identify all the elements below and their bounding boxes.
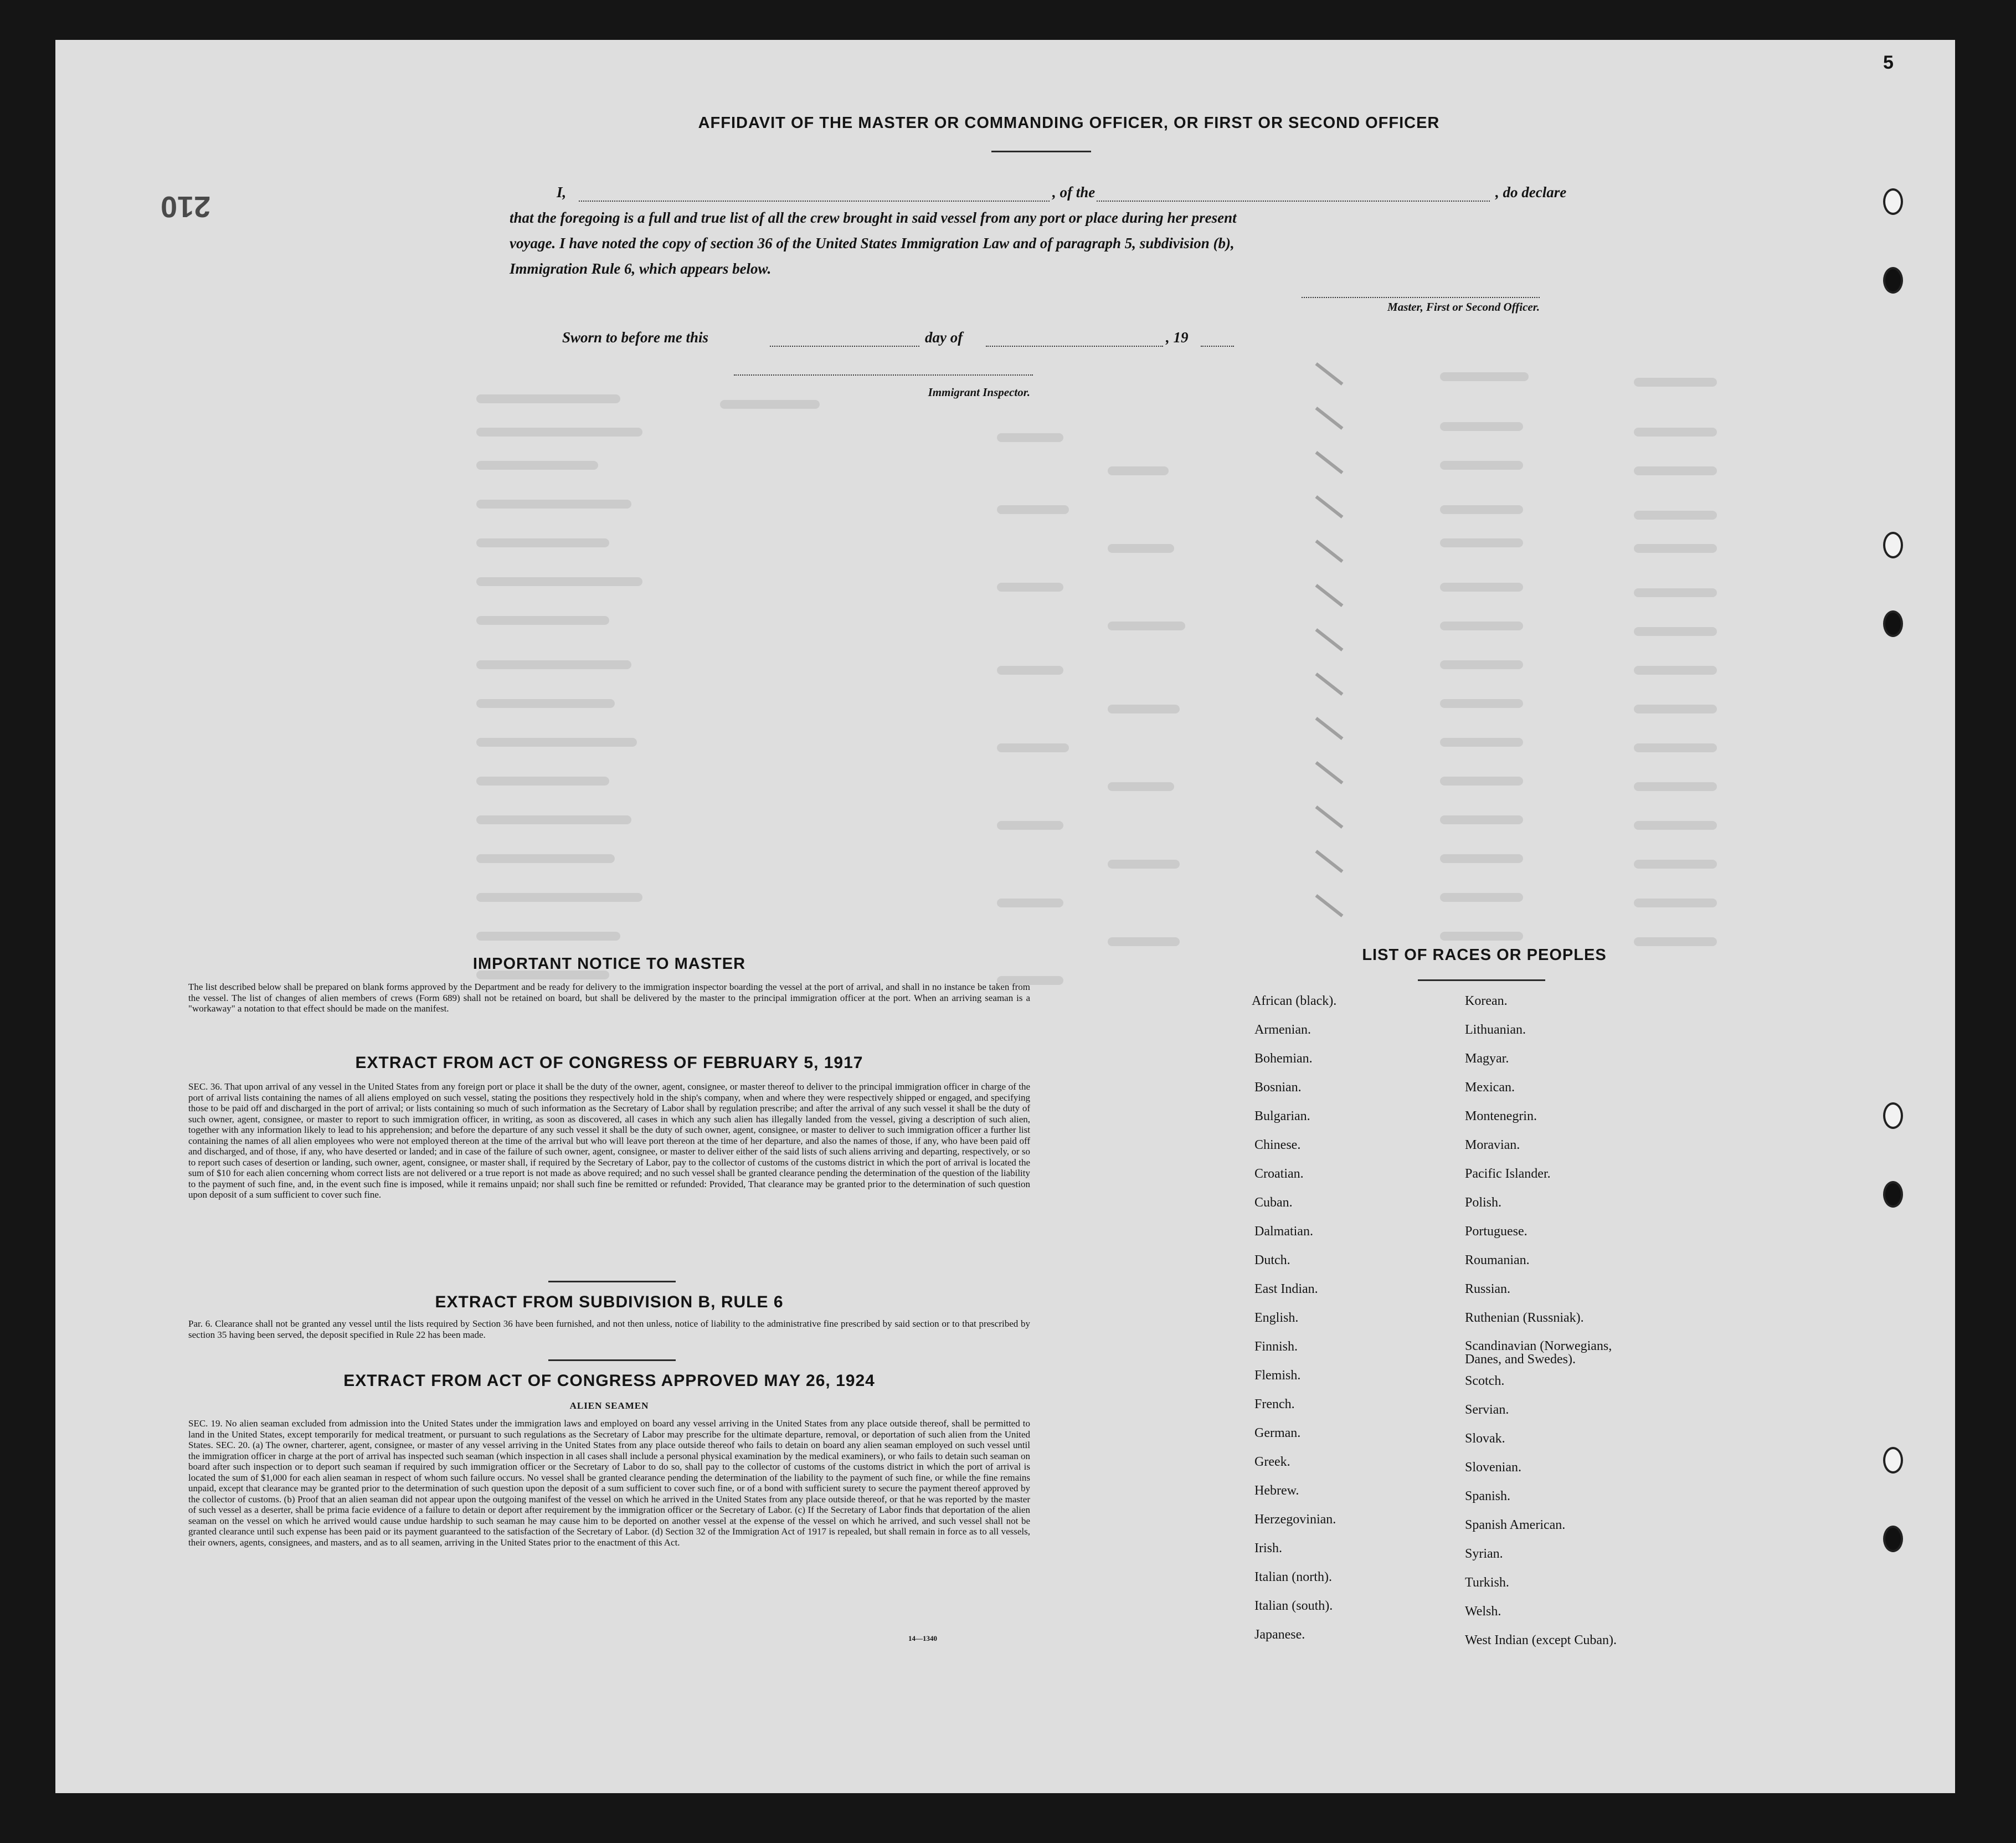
race-item: Ruthenian (Russniak). (1465, 1311, 1584, 1325)
sworn-month-field[interactable] (986, 342, 1163, 347)
race-item: Armenian. (1254, 1023, 1311, 1037)
sworn-year-field[interactable] (1201, 342, 1234, 347)
race-item: German. (1254, 1426, 1301, 1440)
race-item: Bohemian. (1254, 1051, 1313, 1066)
extract-1924-body: SEC. 19. No alien seaman excluded from admission into the United States under the immigration laws and employed on board any vessel arriving in the United States from any place outside thereof, shall be permitted to land in the United States, except temporarily for medical treatment, or pursuant to such regulations as the Secretary of Labor may prescribe for the ultimate departure, removal, or deportation of such alien from the United States. SEC. 20. (a) The owner, charterer, agent, consignee, or master of any vessel arriving in the United States from any place outside thereof who fails to detain on board any alien seaman employed on such vessel until the immigration officer in charge at the port of arrival has inspected such seaman (which inspection in all cases shall include a personal physical examination by the medical examiners), or who fails to detain such seaman on board after such inspection or to deport such seaman if required by such immigration officer or the Secretary of Labor to do so, shall pay to the collector of customs of the customs district in which the port of arrival is located the sum of $1,000 for each alien seaman in respect of whom such failure occurs. No vessel shall be granted clearance pending the determination of the liability to the payment of such fine, or while the fine remains unpaid, except that clearance may be granted prior to the determination of such question upon the deposit of a sum sufficient to cover such fine, or of a bond with sufficient surety to secure the payment thereof approved by the collector of customs. (b) Proof that an alien seaman did not appear upon the outgoing manifest of the vessel on which he arrived in the United States from any place outside thereof, or that he was reported by the master of such vessel as a deserter, shall be prima facie evidence of a failure to detain or deport after requirement by the immigration officer or the Secretary of Labor. (c) If the Secretary of Labor finds that deportation of the alien seaman on the vessel on which he arrived would cause undue hardship to such seaman he may cause him to be deported on another vessel at the expense of the vessel on which he arrived, and such vessel shall not be granted clearance until such expense has been paid or its payment guaranteed to the satisfaction of the Secretary of Labor. (d) Section 32 of the Immigration Act of 1917 is repealed, but shall remain in force as to all vessels, their owners, agents, consignees, and masters, and as to all seamen, arriving in the United States prior to the enactment of this Act. (188, 1418, 1030, 1548)
race-item: Roumanian. (1465, 1253, 1530, 1267)
inspector-signature-field[interactable] (734, 371, 1033, 376)
master-name-field[interactable] (579, 197, 1050, 202)
race-item: Italian (south). (1254, 1599, 1333, 1613)
race-item: Slovenian. (1465, 1460, 1521, 1475)
title-underline (991, 151, 1091, 152)
statement-line: Immigration Rule 6, which appears below. (510, 260, 772, 277)
race-item: Scandinavian (Norwegians, Danes, and Swedes). (1465, 1339, 1612, 1367)
section-divider (548, 1359, 676, 1361)
race-item: Polish. (1465, 1195, 1502, 1210)
binder-hole-icon (1883, 188, 1903, 215)
race-item: Dutch. (1254, 1253, 1290, 1267)
extract-1917-body: SEC. 36. That upon arrival of any vessel in the United States from any foreign port or place it shall be the duty of the owner, agent, consignee, or master thereof to deliver to the principal immigration officer in charge of the port of arrival lists containing the names of all aliens employed on such vessel, stating the positions they respectively hold in the ship's company, when and where they were respectively shipped or engaged, and specifying those to be paid off and discharged in the port of arrival; or lists containing so much of such information as the Secretary of Labor shall by regulation prescribe; and after the arrival of any such vessel it shall be the duty of such owner, agent, consignee, or master to report to such immigration officer, in writing, as soon as discovered, all cases in which any such alien has illegally landed from the vessel, giving a description of such alien, together with any information likely to lead to his apprehension; and before the departure of any such vessel it shall be the duty of such owner, agent, consignee, or master to deliver to such immigration officer a further list containing the names of all alien employees who were not employed thereon at the time of the arrival but who will leave port thereon at the time of her departure, and also the names of those, if any, who have been paid off and discharged, and of those, if any, who have deserted or landed; and in case of the failure of such owner, agent, consignee, or master to deliver either of the said lists of such aliens arriving and departing, respectively, or so to report such cases of desertion or landing, such owner, agent, consignee, or master shall, if required by the Secretary of Labor, pay to the collector of customs of the customs district in which the port of arrival is located the sum of $10 for each alien concerning whom correct lists are not delivered or a true report is not made as above required; and no such vessel shall be granted clearance pending the determination of the question of the liability to the payment of such fine, and, in the event such fine is imposed, while it remains unpaid; nor shall such fine be remitted or refunded: Provided, That clearance may be granted prior to the determination of such question upon deposit of a sum sufficient to cover such fine. (188, 1081, 1030, 1200)
race-item: Italian (north). (1254, 1570, 1332, 1584)
sworn-year: , 19 (1166, 329, 1189, 346)
binder-hole-icon (1883, 1447, 1903, 1474)
race-item: Bosnian. (1254, 1080, 1302, 1095)
inspector-caption: Immigrant Inspector. (928, 386, 1030, 399)
declare-of-the: , of the (1052, 184, 1096, 201)
statement-line: voyage. I have noted the copy of section 36 of the United States Immigration Law and of paragraph 5, subdivision (b), (510, 235, 1235, 251)
extract-1924-subtitle: ALIEN SEAMEN (569, 1400, 649, 1411)
binder-hole-icon (1883, 610, 1903, 637)
sworn-day-of: day of (925, 329, 963, 346)
race-item: English. (1254, 1311, 1299, 1325)
vessel-name-field[interactable] (1097, 197, 1490, 202)
binder-hole-icon (1883, 1526, 1903, 1552)
race-item: Croatian. (1254, 1167, 1304, 1181)
sworn-prefix: Sworn to before me this (562, 329, 709, 346)
affidavit-title: AFFIDAVIT OF THE MASTER OR COMMANDING OFFICER, OR FIRST OR SECOND OFFICER (698, 114, 1440, 132)
race-item: Russian. (1465, 1282, 1511, 1296)
binder-hole-icon (1883, 1181, 1903, 1208)
race-item: Herzegovinian. (1254, 1512, 1336, 1527)
signature-field[interactable] (1302, 294, 1540, 298)
race-item: West Indian (except Cuban). (1465, 1633, 1617, 1647)
document-page (55, 40, 1955, 1793)
race-item: Irish. (1254, 1541, 1282, 1555)
binder-hole-icon (1883, 1102, 1903, 1129)
race-item: Spanish American. (1465, 1518, 1566, 1532)
signature-caption: Master, First or Second Officer. (1387, 300, 1540, 314)
race-item: Chinese. (1254, 1138, 1301, 1152)
race-item: Mexican. (1465, 1080, 1515, 1095)
race-item: Turkish. (1465, 1575, 1509, 1590)
extract-rule6-body: Par. 6. Clearance shall not be granted any vessel until the lists required by Section 36 have been furnished, and not then unless, notice of liability to the administrative fine prescribed by said section or to that prescribed by section 35 having been served, the deposit specified in Rule 22 has been made. (188, 1318, 1030, 1340)
binder-hole-icon (1883, 267, 1903, 294)
race-item: Servian. (1465, 1403, 1509, 1417)
race-item: Magyar. (1465, 1051, 1509, 1066)
race-item: Moravian. (1465, 1138, 1520, 1152)
race-item: Greek. (1254, 1455, 1290, 1469)
page-number: 5 (1883, 52, 1894, 73)
race-item: Japanese. (1254, 1628, 1305, 1642)
statement-line: that the foregoing is a full and true list of all the crew brought in said vessel from any port or place during her present (510, 209, 1237, 226)
notice-title: IMPORTANT NOTICE TO MASTER (472, 955, 746, 973)
margin-stamp: 210 (161, 190, 211, 223)
notice-body: The list described below shall be prepared on blank forms approved by the Department and be ready for delivery to the immigration inspector boarding the vessel at the port of arrival, and shall in no instance be taken from the vessel. The list of changes of alien members of crews (Form 689) shall not be retained on board, but shall be delivered by the master to the principal immigration officer at the port. When an arriving seaman is a "workaway" a notation to that effect should be made on the manifest. (188, 982, 1030, 1014)
form-number: 14—1340 (908, 1634, 937, 1642)
race-item: Portuguese. (1465, 1224, 1528, 1239)
race-item: Syrian. (1465, 1547, 1503, 1561)
race-item: Hebrew. (1254, 1483, 1299, 1498)
race-item: Welsh. (1465, 1604, 1501, 1619)
binder-hole-icon (1883, 532, 1903, 558)
race-item: Cuban. (1254, 1195, 1293, 1210)
races-underline (1418, 979, 1545, 981)
race-item: Bulgarian. (1254, 1109, 1310, 1123)
race-item: East Indian. (1254, 1282, 1318, 1296)
race-item: Flemish. (1254, 1368, 1301, 1383)
race-item: Korean. (1465, 994, 1508, 1008)
race-item: Scotch. (1465, 1374, 1505, 1388)
race-item: Montenegrin. (1465, 1109, 1537, 1123)
declare-i: I, (557, 184, 567, 201)
race-item: Finnish. (1254, 1339, 1298, 1354)
race-item: Slovak. (1465, 1431, 1505, 1446)
declare-end: , do declare (1495, 184, 1567, 201)
race-item: Dalmatian. (1254, 1224, 1313, 1239)
race-item: French. (1254, 1397, 1295, 1411)
race-item: African (black). (1252, 994, 1337, 1008)
race-item: Pacific Islander. (1465, 1167, 1551, 1181)
extract-1924-title: EXTRACT FROM ACT OF CONGRESS APPROVED MAY 26, 1924 (343, 1372, 875, 1390)
race-item: Lithuanian. (1465, 1023, 1526, 1037)
extract-rule6-title: EXTRACT FROM SUBDIVISION B, RULE 6 (435, 1293, 784, 1311)
section-divider (548, 1281, 676, 1282)
races-title: LIST OF RACES OR PEOPLES (1362, 946, 1607, 964)
sworn-day-field[interactable] (770, 342, 919, 347)
extract-1917-title: EXTRACT FROM ACT OF CONGRESS OF FEBRUARY 5, 1917 (355, 1054, 863, 1072)
race-item: Spanish. (1465, 1489, 1511, 1503)
